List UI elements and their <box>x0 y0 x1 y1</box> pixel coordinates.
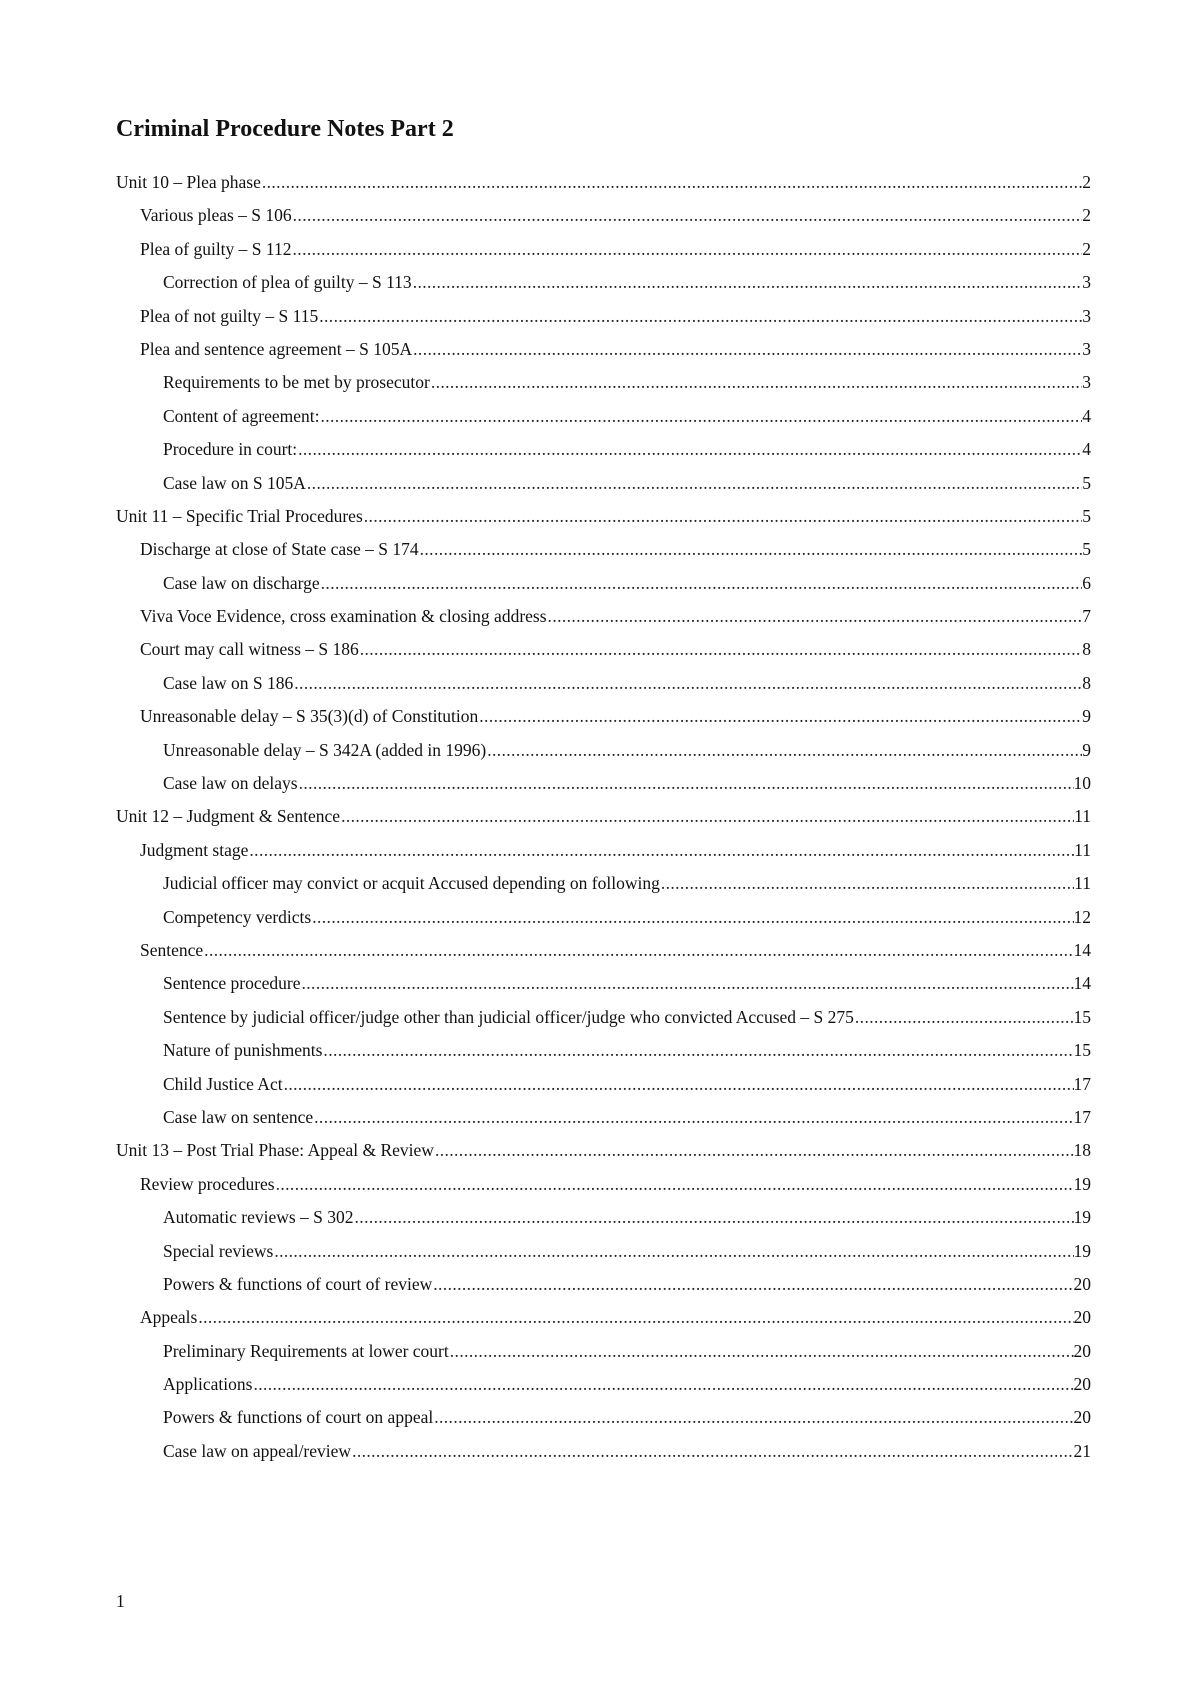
toc-entry-title: Unit 12 – Judgment & Sentence <box>116 806 341 827</box>
toc-entry-title: Special reviews <box>163 1240 274 1261</box>
toc-entry-page-number: 17 <box>1073 1106 1091 1127</box>
toc-entry[interactable] <box>0 1435 1200 1468</box>
toc-entry-page-number: 20 <box>1073 1273 1091 1294</box>
toc-entry-page-number: 8 <box>1082 672 1091 693</box>
dot-leader <box>302 967 1074 1000</box>
toc-entry[interactable] <box>0 1201 1200 1234</box>
toc-entry-page-number: 4 <box>1082 439 1091 460</box>
dot-leader <box>341 800 1074 833</box>
toc-entry[interactable] <box>0 1068 1200 1101</box>
toc-entry-title: Unit 11 – Specific Trial Procedures <box>116 505 363 526</box>
dot-leader <box>293 233 1083 266</box>
toc-entry-page-number: 9 <box>1082 706 1091 727</box>
toc-entry-page-number: 18 <box>1073 1140 1091 1161</box>
toc-entry-title: Sentence by judicial officer/judge other than judicial officer/judge who convicted Accused – S 275 <box>163 1006 854 1027</box>
toc-entry-title: Requirements to be met by prosecutor <box>163 372 430 393</box>
dot-leader <box>450 1335 1074 1368</box>
toc-entry-page-number: 2 <box>1082 172 1091 192</box>
toc-entry[interactable] <box>0 500 1200 533</box>
dot-leader <box>312 901 1073 934</box>
toc-entry-title: Sentence procedure <box>163 973 301 994</box>
page-number: 1 <box>116 1591 125 1611</box>
toc-entry-title: Plea of guilty – S 112 <box>140 238 292 259</box>
toc-entry-page-number: 3 <box>1082 305 1091 326</box>
toc-entry[interactable] <box>0 533 1200 566</box>
toc-entry[interactable] <box>0 1268 1200 1301</box>
toc-entry-page-number: 20 <box>1073 1340 1091 1361</box>
dot-leader <box>413 333 1082 366</box>
toc-entry-title: Automatic reviews – S 302 <box>163 1207 354 1228</box>
toc-entry-page-number: 15 <box>1073 1006 1091 1027</box>
toc-entry-page-number: 2 <box>1082 205 1091 226</box>
toc-entry-page-number: 3 <box>1082 338 1091 359</box>
toc-entry-page-number: 9 <box>1082 739 1091 760</box>
toc-entry[interactable] <box>0 400 1200 433</box>
toc-entry-page-number: 21 <box>1073 1440 1091 1461</box>
toc-entry[interactable] <box>0 600 1200 633</box>
toc-entry-page-number: 3 <box>1082 372 1091 393</box>
toc-entry-page-number: 3 <box>1082 272 1091 293</box>
dot-leader <box>323 1034 1073 1067</box>
dot-leader <box>855 1001 1074 1034</box>
dot-leader <box>294 667 1082 700</box>
toc-entry-title: Review procedures <box>140 1173 275 1194</box>
toc-entry[interactable] <box>0 1368 1200 1401</box>
toc-entry[interactable] <box>0 1101 1200 1134</box>
dot-leader <box>319 300 1082 333</box>
toc-entry[interactable] <box>0 633 1200 666</box>
toc-entry[interactable] <box>0 1335 1200 1368</box>
dot-leader <box>284 1068 1074 1101</box>
toc-entry-title: Case law on S 186 <box>163 672 294 693</box>
toc-entry-title: Procedure in court: <box>163 439 298 460</box>
toc-entry[interactable] <box>0 199 1200 232</box>
toc-entry[interactable] <box>0 1301 1200 1334</box>
toc-entry-page-number: 20 <box>1073 1407 1091 1428</box>
dot-leader <box>299 767 1074 800</box>
toc-entry[interactable] <box>0 1401 1200 1434</box>
toc-entry-page-number: 17 <box>1073 1073 1091 1094</box>
dot-leader <box>249 834 1074 867</box>
toc-entry[interactable] <box>0 233 1200 266</box>
toc-entry[interactable] <box>0 800 1200 833</box>
dot-leader <box>661 867 1074 900</box>
dot-leader <box>420 533 1083 566</box>
dot-leader <box>293 199 1083 232</box>
toc-entry-title: Court may call witness – S 186 <box>140 639 359 660</box>
toc-entry-title: Unit 10 – Plea phase <box>116 172 261 192</box>
toc-entry-page-number: 5 <box>1082 539 1091 560</box>
toc-entry-page-number: 12 <box>1073 906 1091 927</box>
toc-entry[interactable] <box>0 300 1200 333</box>
toc-entry[interactable] <box>0 1235 1200 1268</box>
toc-entry-page-number: 14 <box>1073 939 1091 960</box>
dot-leader <box>364 500 1082 533</box>
toc-entry-page-number: 5 <box>1082 472 1091 493</box>
toc-entry-page-number: 8 <box>1082 639 1091 660</box>
toc-entry[interactable] <box>0 567 1200 600</box>
toc-entry-page-number: 14 <box>1073 973 1091 994</box>
dot-leader <box>198 1301 1073 1334</box>
dot-leader <box>262 166 1082 199</box>
toc-entry[interactable] <box>0 901 1200 934</box>
toc-entry-title: Appeals <box>140 1307 198 1328</box>
toc-entry-page-number: 11 <box>1074 873 1091 894</box>
table-of-contents <box>0 166 1200 1468</box>
toc-entry-page-number: 11 <box>1074 839 1091 860</box>
toc-entry-title: Case law on S 105A <box>163 472 306 493</box>
toc-entry-title: Content of agreement: <box>163 405 320 426</box>
toc-entry-title: Judicial officer may convict or acquit Accused depending on following <box>163 873 660 894</box>
dot-leader <box>479 700 1082 733</box>
toc-entry[interactable] <box>0 1168 1200 1201</box>
dot-leader <box>413 266 1083 299</box>
toc-entry-title: Discharge at close of State case – S 174 <box>140 539 419 560</box>
toc-entry[interactable] <box>0 433 1200 466</box>
dot-leader <box>360 633 1083 666</box>
toc-entry-title: Plea and sentence agreement – S 105A <box>140 338 413 359</box>
toc-entry[interactable] <box>0 834 1200 867</box>
dot-leader <box>276 1168 1074 1201</box>
toc-entry-title: Case law on sentence <box>163 1106 314 1127</box>
toc-entry[interactable] <box>0 767 1200 800</box>
toc-entry-title: Sentence <box>140 939 204 960</box>
dot-leader <box>355 1201 1074 1234</box>
toc-entry-title: Powers & functions of court of review <box>163 1273 433 1294</box>
toc-entry-page-number: 19 <box>1073 1173 1091 1194</box>
toc-entry-title: Various pleas – S 106 <box>140 205 292 226</box>
toc-entry[interactable] <box>0 667 1200 700</box>
toc-entry-page-number: 20 <box>1073 1374 1091 1395</box>
toc-entry[interactable] <box>0 266 1200 299</box>
toc-entry-title: Applications <box>163 1374 253 1395</box>
toc-entry[interactable] <box>0 1034 1200 1067</box>
toc-entry-page-number: 6 <box>1082 572 1091 593</box>
toc-entry-page-number: 20 <box>1073 1307 1091 1328</box>
toc-entry-title: Unreasonable delay – S 342A (added in 1996) <box>163 739 487 760</box>
dot-leader <box>314 1101 1073 1134</box>
toc-entry-title: Preliminary Requirements at lower court <box>163 1340 449 1361</box>
toc-entry-title: Judgment stage <box>140 839 249 860</box>
dot-leader <box>320 400 1082 433</box>
toc-entry-title: Correction of plea of guilty – S 113 <box>163 272 412 293</box>
toc-entry-page-number: 10 <box>1073 773 1091 794</box>
toc-entry[interactable] <box>0 700 1200 733</box>
toc-entry[interactable] <box>0 366 1200 399</box>
toc-entry-title: Competency verdicts <box>163 906 312 927</box>
page-title: Criminal Procedure Notes Part 2 <box>116 116 454 142</box>
toc-entry[interactable] <box>0 967 1200 1000</box>
toc-entry-page-number: 19 <box>1073 1207 1091 1228</box>
toc-entry-page-number: 15 <box>1073 1040 1091 1061</box>
toc-entry[interactable] <box>0 166 1200 199</box>
toc-entry-title: Case law on appeal/review <box>163 1440 352 1461</box>
toc-entry-title: Nature of punishments <box>163 1040 323 1061</box>
toc-entry[interactable] <box>0 734 1200 767</box>
toc-entry-title: Case law on delays <box>163 773 298 794</box>
dot-leader <box>431 366 1082 399</box>
toc-entry-page-number: 7 <box>1082 606 1091 627</box>
dot-leader <box>204 934 1073 967</box>
toc-entry-title: Unreasonable delay – S 35(3)(d) of Constitution <box>140 706 479 727</box>
dot-leader <box>435 1134 1074 1167</box>
toc-entry-page-number: 5 <box>1082 505 1091 526</box>
toc-entry[interactable] <box>0 934 1200 967</box>
dot-leader <box>307 467 1082 500</box>
toc-entry-title: Unit 13 – Post Trial Phase: Appeal & Review <box>116 1140 434 1161</box>
toc-entry-title: Child Justice Act <box>163 1073 283 1094</box>
toc-entry-page-number: 19 <box>1073 1240 1091 1261</box>
toc-entry-page-number: 11 <box>1074 806 1091 827</box>
toc-entry[interactable] <box>0 1134 1200 1167</box>
dot-leader <box>274 1235 1073 1268</box>
toc-entry-title: Plea of not guilty – S 115 <box>140 305 319 326</box>
dot-leader <box>548 600 1083 633</box>
dot-leader <box>253 1368 1073 1401</box>
toc-entry-title: Case law on discharge <box>163 572 320 593</box>
toc-entry-title: Powers & functions of court on appeal <box>163 1407 434 1428</box>
toc-entry-title: Viva Voce Evidence, cross examination & closing address <box>140 606 547 627</box>
dot-leader <box>321 567 1083 600</box>
dot-leader <box>433 1268 1073 1301</box>
toc-entry[interactable] <box>0 867 1200 900</box>
toc-entry[interactable] <box>0 333 1200 366</box>
dot-leader <box>434 1401 1073 1434</box>
toc-entry[interactable] <box>0 1001 1200 1034</box>
dot-leader <box>298 433 1082 466</box>
toc-entry-page-number: 2 <box>1082 238 1091 259</box>
dot-leader <box>352 1435 1073 1468</box>
dot-leader <box>487 734 1082 767</box>
toc-entry-page-number: 4 <box>1082 405 1091 426</box>
toc-entry[interactable] <box>0 467 1200 500</box>
